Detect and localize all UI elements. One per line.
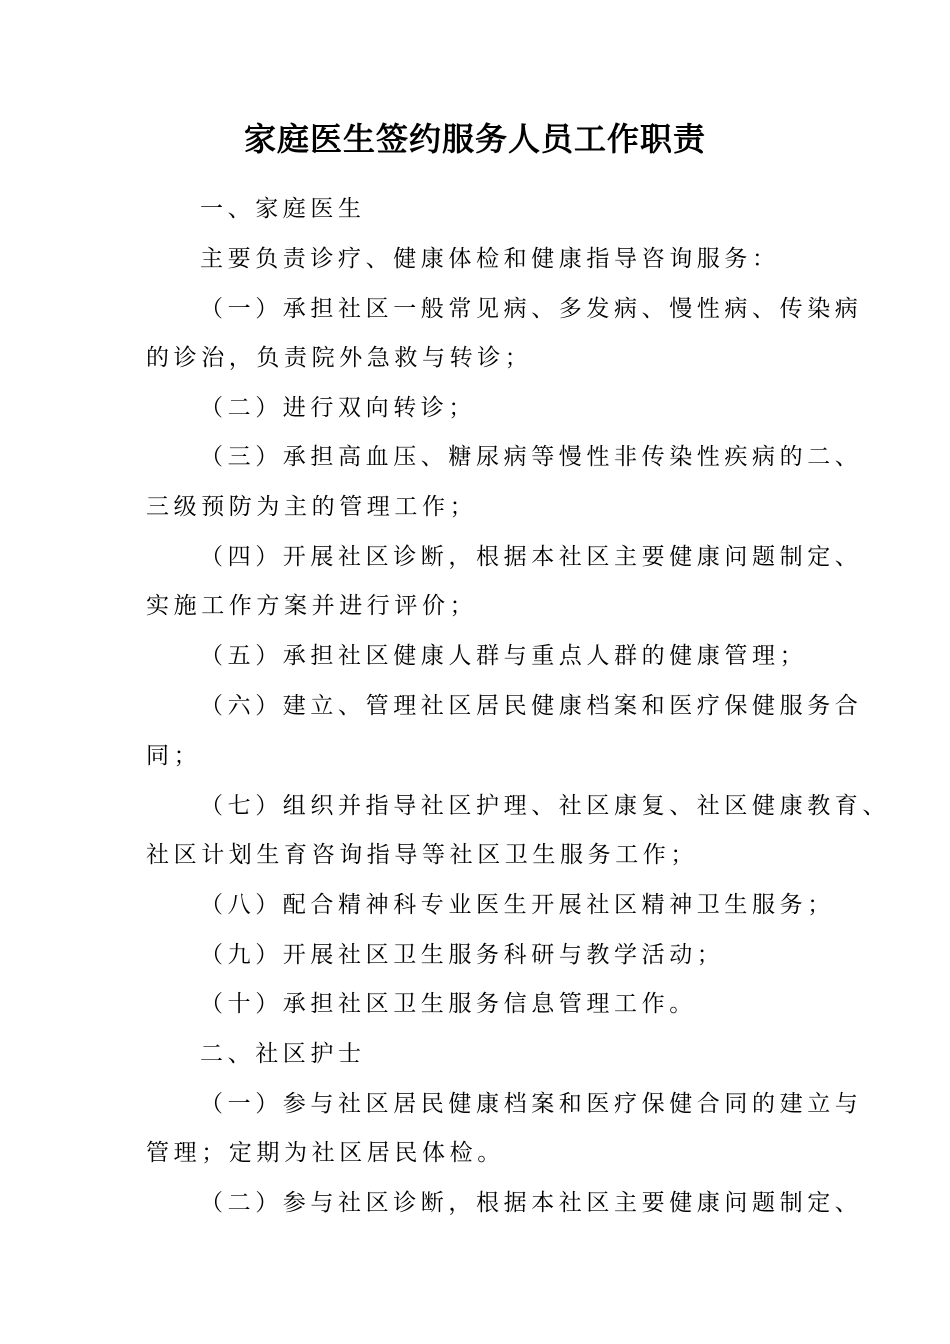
paragraph-line: 三级预防为主的管理工作；: [146, 494, 478, 520]
paragraph-line: 社区计划生育咨询指导等社区卫生服务工作；: [146, 842, 698, 868]
paragraph-line: （六）建立、管理社区居民健康档案和医疗保健服务合: [200, 693, 863, 719]
paragraph-line: （二）参与社区诊断，根据本社区主要健康问题制定、: [200, 1190, 863, 1216]
paragraph-line: （一）承担社区一般常见病、多发病、慢性病、传染病: [200, 296, 863, 322]
paragraph-line: （五）承担社区健康人群与重点人群的健康管理；: [200, 643, 808, 669]
paragraph-line: 同；: [146, 743, 202, 769]
paragraph-line: （一）参与社区居民健康档案和医疗保健合同的建立与: [200, 1091, 863, 1117]
document-title: 家庭医生签约服务人员工作职责: [243, 120, 706, 158]
paragraph-line: 主要负责诊疗、健康体检和健康指导咨询服务：: [200, 246, 780, 272]
paragraph-line: （七）组织并指导社区护理、社区康复、社区健康教育、: [200, 793, 890, 819]
paragraph-line: （九）开展社区卫生服务科研与教学活动；: [200, 942, 725, 968]
section-heading-family-doctor: 一、家庭医生: [200, 196, 366, 222]
paragraph-line: （二）进行双向转诊；: [200, 395, 476, 421]
paragraph-line: 的诊治，负责院外急救与转诊；: [146, 345, 533, 371]
paragraph-line: （八）配合精神科专业医生开展社区精神卫生服务；: [200, 892, 835, 918]
paragraph-line: （十）承担社区卫生服务信息管理工作。: [200, 991, 697, 1017]
paragraph-line: 实施工作方案并进行评价；: [146, 593, 478, 619]
paragraph-line: （三）承担高血压、糖尿病等慢性非传染性疾病的二、: [200, 444, 863, 470]
paragraph-line: （四）开展社区诊断，根据本社区主要健康问题制定、: [200, 544, 863, 570]
paragraph-line: 管理；定期为社区居民体检。: [146, 1140, 505, 1166]
section-heading-community-nurse: 二、社区护士: [200, 1041, 366, 1067]
